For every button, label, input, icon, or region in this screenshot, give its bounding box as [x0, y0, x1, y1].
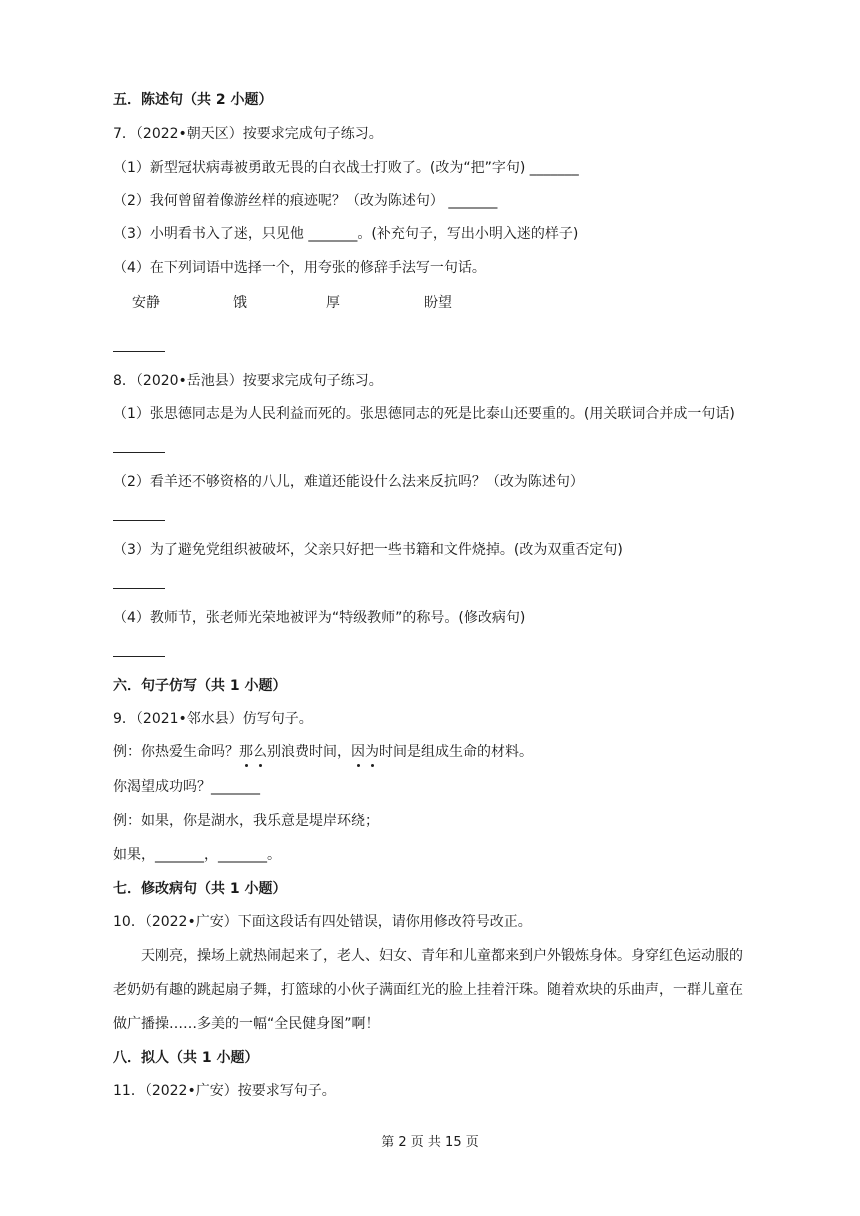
- question-8-part-1: （1）张思德同志是为人民利益而死的。张思德同志的死是比泰山还要重的。(用关联词合并成一句话): [113, 406, 735, 422]
- answer-blank: [113, 520, 165, 521]
- question-7-stem: 7．（2022•朝天区）按要求完成句子练习。: [113, 126, 383, 142]
- example-1-keyword-1: [239, 744, 267, 760]
- word-choice-4: 盼望: [424, 295, 452, 311]
- question-7-part-4: （4）在下列词语中选择一个，用夸张的修辞手法写一句话。: [113, 260, 486, 276]
- page-footer: 第 2 页 共 15 页: [381, 1135, 479, 1150]
- question-10-passage: 天刚亮，操场上就热闹起来了，老人、妇女、青年和儿童都来到户外锻炼身体。身穿红色运动服的老奶奶有趣的跳起扇子舞，打篮球的小伙子满面红光的脸上挂着汗珠。随着欢块的乐曲声，一群儿童在做广播操……多美的一幅“全民健身图”啊！: [113, 948, 743, 1032]
- answer-blank: [113, 351, 165, 352]
- answer-blank: [113, 656, 165, 657]
- question-8-stem: 8．（2020•岳池县）按要求完成句子练习。: [113, 373, 383, 389]
- question-9-stem: 9．（2021•邻水县）仿写句子。: [113, 711, 313, 727]
- question-7-part-2: （2）我何曾留着像游丝样的痕迹呢？（改为陈述句） _______: [113, 193, 498, 209]
- question-7-part-3: （3）小明看书入了迷，只见他 _______。(补充句子，写出小明入迷的样子): [113, 226, 579, 242]
- example-1-part-a: 例：你热爱生命吗？: [113, 744, 239, 760]
- emphasis-char: 因: [351, 744, 365, 760]
- question-9-example-2: 例：如果，你是湖水，我乐意是堤岸环绕；: [113, 813, 379, 829]
- question-8-part-4: （4）教师节，张老师光荣地被评为“特级教师”的称号。(修改病句): [113, 610, 526, 626]
- question-11-stem: 11．（2022•广安）按要求写句子。: [113, 1083, 336, 1099]
- question-7-part-1: （1）新型冠状病毒被勇敢无畏的白衣战士打败了。(改为“把”字句) _______: [113, 160, 579, 176]
- word-choice-2: 饿: [233, 295, 247, 311]
- section-heading-6: 六．句子仿写（共 1 小题）: [113, 678, 287, 694]
- word-choice-3: 厚: [326, 295, 340, 311]
- answer-blank: [113, 452, 165, 453]
- section-heading-5: 五．陈述句（共 2 小题）: [113, 92, 273, 108]
- emphasis-char: 那: [239, 744, 253, 760]
- question-8-part-3: （3）为了避免党组织被破坏，父亲只好把一些书籍和文件烧掉。(改为双重否定句): [113, 542, 623, 558]
- answer-blank: [113, 588, 165, 589]
- example-1-part-e: 时间是组成生命的材料。: [379, 744, 533, 760]
- question-9-example-1: [113, 742, 533, 762]
- question-9-answer-2: 如果，_______，_______。: [113, 847, 281, 863]
- section-heading-8: 八．拟人（共 1 小题）: [113, 1050, 259, 1066]
- word-choice-1: 安静: [132, 295, 160, 311]
- section-heading-7: 七．修改病句（共 1 小题）: [113, 881, 287, 897]
- question-10-stem: 10．（2022•广安）下面这段话有四处错误，请你用修改符号改正。: [113, 914, 532, 930]
- emphasis-char: 么: [253, 744, 267, 760]
- question-8-part-2: （2）看羊还不够资格的八儿，难道还能设什么法来反抗吗？（改为陈述句）: [113, 474, 584, 490]
- question-9-answer-1: 你渴望成功吗？_______: [113, 779, 260, 795]
- example-1-part-c: 别浪费时间，: [267, 744, 351, 760]
- example-1-keyword-2: [351, 744, 379, 760]
- emphasis-char: 为: [365, 744, 379, 760]
